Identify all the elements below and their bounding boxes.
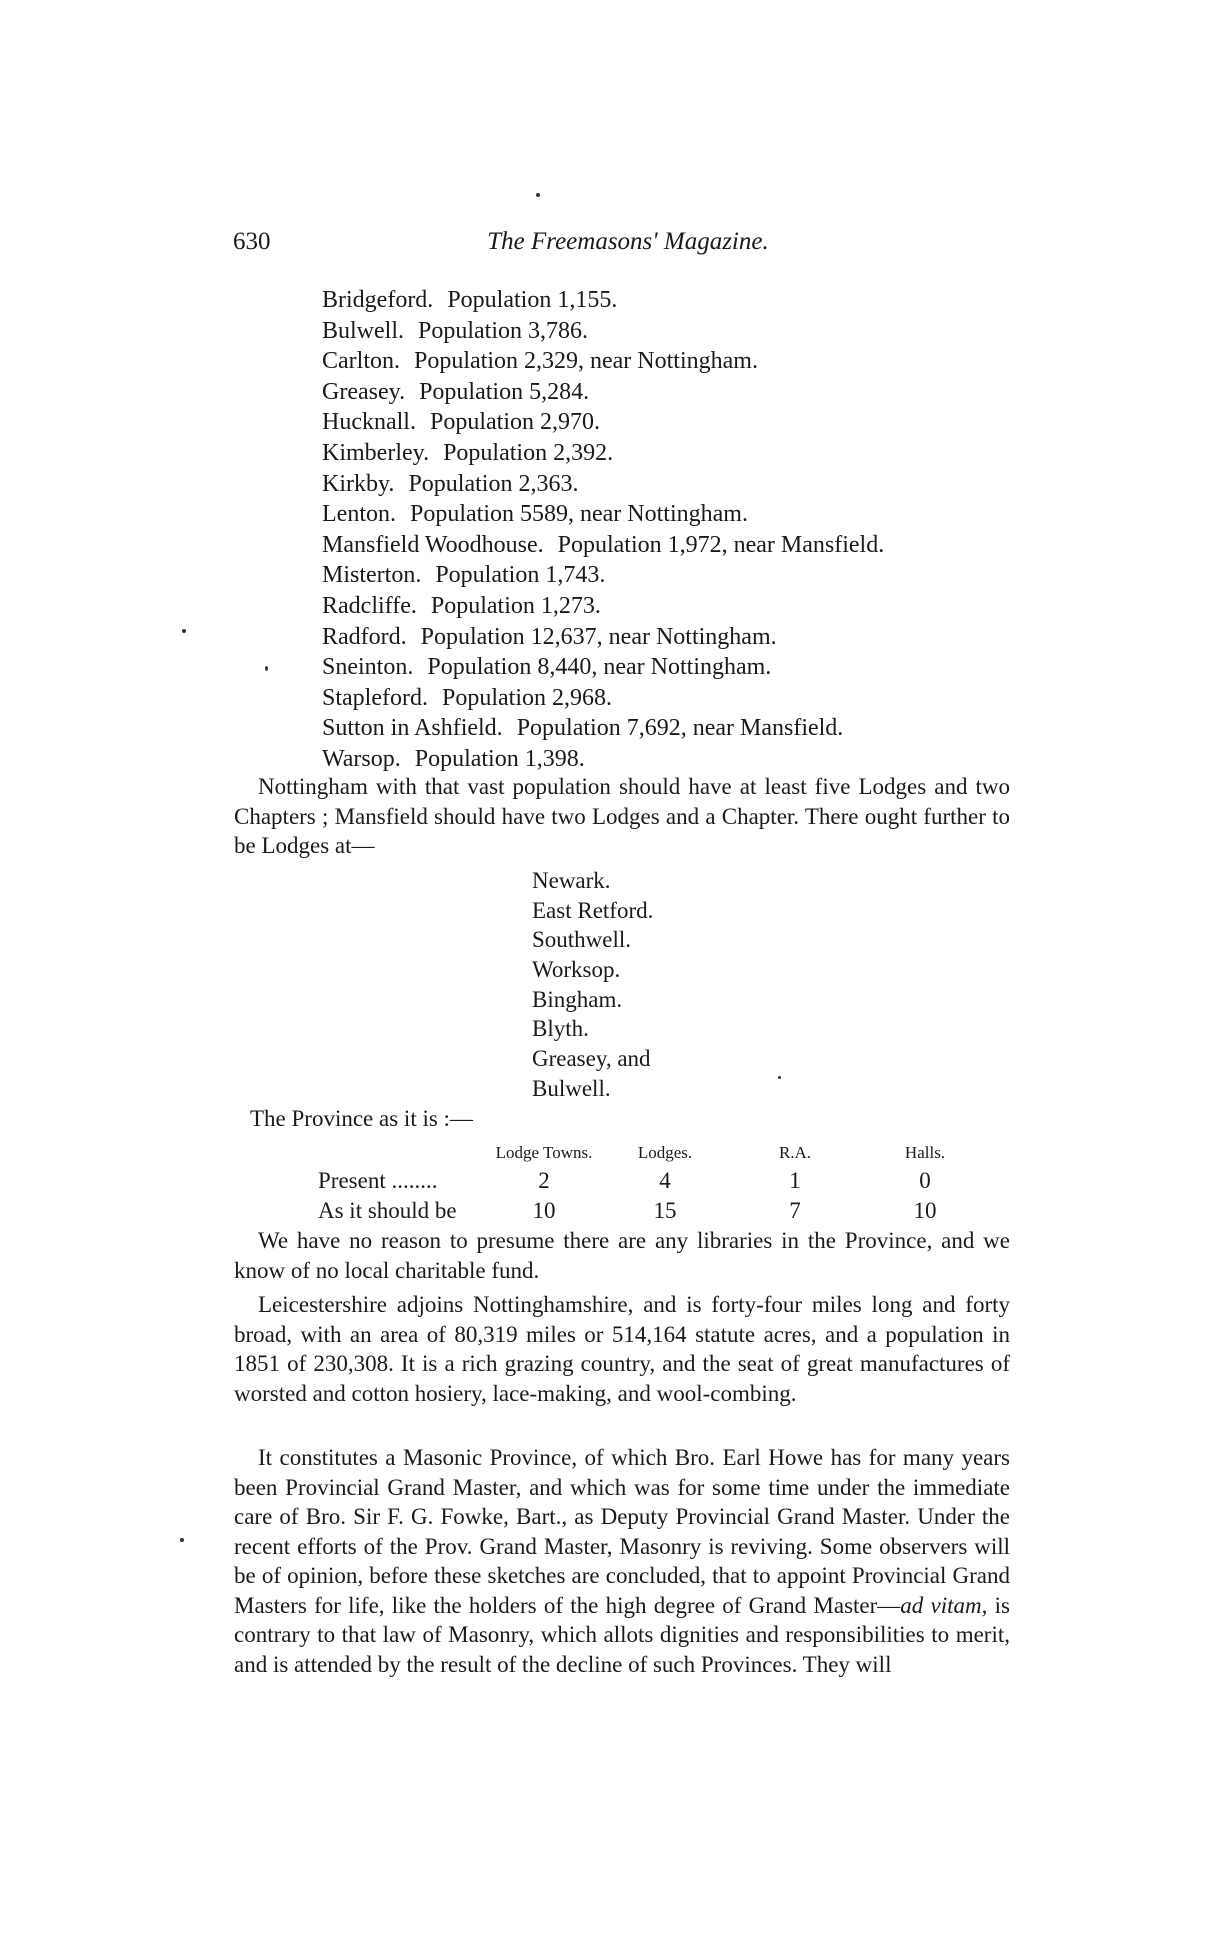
table-corner [318, 1140, 488, 1166]
population-entry [322, 499, 1042, 530]
province-text-start: It constitutes a Masonic Province, of which Bro. Earl Howe has for many years been Provincial Grand Master, and which was for some time under the immediate care of Bro. Sir F. G. Fowke, Bart., as Deputy Provincial Grand Master. Under the recent efforts of the Prov. Grand Master, Masonry is reviving. Some observers will be of opinion, before these sketches are concluded, that to appoint Provincial Grand Masters for life, like the holders of the high degree of Grand Master— [234, 1445, 1010, 1618]
proposed-lodge: Southwell. [532, 927, 632, 953]
page-header [233, 228, 1023, 264]
town-name: Kirkby. [322, 470, 395, 497]
town-detail: Population 8,440, near Nottingham. [427, 654, 772, 681]
town-detail: Population 5,284. [419, 378, 590, 405]
town-detail: Population 2,970. [429, 409, 600, 436]
table-row [318, 1196, 990, 1226]
column-header: R.A. [778, 1143, 812, 1162]
town-detail: Population 2,968. [441, 684, 612, 711]
population-entry [322, 377, 1042, 408]
ink-speck [180, 1538, 184, 1542]
town-name: Stapleford. [322, 684, 428, 711]
town-detail: Population 2,363. [408, 470, 579, 497]
ink-speck [182, 629, 186, 633]
population-list [322, 285, 1042, 775]
town-detail: Population 5589, near Nottingham. [409, 501, 748, 528]
paragraph-masonic-province [234, 1443, 1010, 1679]
town-detail: Population 12,637, near Nottingham. [420, 623, 777, 650]
town-name: Carlton. [322, 348, 400, 375]
town-name: Sutton in Ashfield. [322, 715, 503, 742]
town-detail: Population 1,273. [430, 592, 601, 619]
town-name: Bridgeford. [322, 287, 434, 313]
town-name: Lenton. [322, 501, 396, 528]
ink-speck [536, 193, 540, 197]
town-name: Misterton. [322, 562, 422, 589]
town-detail: Population 1,743. [435, 562, 606, 589]
table-cell: 2 [538, 1168, 550, 1193]
table-cell: 7 [789, 1198, 801, 1223]
population-entry [322, 744, 1042, 775]
town-name: Kimberley. [322, 439, 430, 466]
population-entry [322, 438, 1042, 469]
population-entry [322, 622, 1042, 653]
column-header: Halls. [904, 1143, 946, 1162]
population-entry [322, 713, 1042, 744]
paragraph-lodges-needed: Nottingham with that vast population should have at least five Lodges and two Chapters ; Mansfield should have two Lodges and a Chapter. There ought further to be Lodges at— [234, 774, 1010, 858]
proposed-lodge: Bulwell. [532, 1075, 611, 1101]
table-cell: 4 [659, 1168, 671, 1193]
population-entry [322, 652, 1042, 683]
table-cell: 15 [653, 1198, 677, 1223]
town-detail: Population 2,392. [443, 439, 614, 466]
column-header: Lodges. [637, 1143, 693, 1162]
town-name: Radford. [322, 623, 407, 650]
ink-speck [265, 666, 268, 671]
town-detail: Population 1,972, near Mansfield. [557, 531, 885, 558]
population-entry [322, 407, 1042, 438]
population-entry [322, 469, 1042, 500]
table-cell: 10 [913, 1198, 937, 1223]
table-cell: 1 [789, 1168, 801, 1193]
town-detail: Population 7,692, near Mansfield. [516, 715, 844, 742]
town-name: Bulwell. [322, 317, 404, 344]
province-table [318, 1140, 990, 1226]
town-name: Greasey. [322, 378, 406, 405]
proposed-lodge: Blyth. [532, 1016, 589, 1042]
paragraph-leicestershire: Leicestershire adjoins Nottinghamshire, and is forty-four miles long and forty broad, with an area of 80,319 miles or 514,164 statute acres, and a population in 1851 of 230,308. It is a rich grazing country, and the seat of great manufactures of worsted and cotton hosiery, lace-making, and wool-combing. [234, 1292, 1010, 1406]
proposed-lodge: Bingham. [532, 986, 623, 1012]
proposed-lodge: Newark. [532, 868, 611, 893]
town-detail: Population 1,155. [447, 287, 618, 313]
province-text-end: is contrary to that law of Masonry, which allots dignities and responsibilities to merit, and is attended by the result of the decline of such Provinces. They will [234, 1592, 1010, 1677]
population-entry [322, 683, 1042, 714]
province-table-header [318, 1140, 990, 1166]
population-entry [322, 285, 1042, 316]
table-row [318, 1166, 990, 1196]
province-text-italic: ad vitam, [900, 1592, 988, 1618]
column-header: Lodge Towns. [495, 1143, 593, 1162]
paragraph-libraries: We have no reason to presume there are any libraries in the Province, and we know of no local charitable fund. [234, 1228, 1010, 1283]
proposed-lodges-list [532, 866, 653, 1104]
town-name: Sneinton. [322, 654, 414, 681]
population-entry [322, 530, 1042, 561]
ink-speck [778, 1076, 781, 1079]
page-number: 630 [233, 228, 271, 255]
town-name: Hucknall. [322, 409, 416, 436]
town-detail: Population 1,398. [414, 745, 585, 772]
town-name: Warsop. [322, 745, 401, 772]
town-detail: Population 3,786. [418, 317, 589, 344]
proposed-lodge: East Retford. [532, 897, 654, 923]
table-cell: 0 [919, 1168, 931, 1193]
table-cell: 10 [532, 1198, 556, 1223]
town-name: Radcliffe. [322, 592, 417, 619]
population-entry [322, 591, 1042, 622]
population-entry [322, 316, 1042, 347]
population-entry [322, 560, 1042, 591]
proposed-lodge: Greasey, and [532, 1046, 651, 1072]
population-entry [322, 346, 1042, 377]
running-title: The Freemasons' Magazine. [487, 228, 769, 255]
province-intro: The Province as it is :— [250, 1106, 473, 1131]
town-name: Mansfield Woodhouse. [322, 531, 544, 558]
town-detail: Population 2,329, near Nottingham. [414, 348, 758, 375]
row-label: As it should be [318, 1198, 457, 1223]
proposed-lodge: Worksop. [532, 957, 621, 983]
row-label: Present ........ [318, 1168, 438, 1193]
